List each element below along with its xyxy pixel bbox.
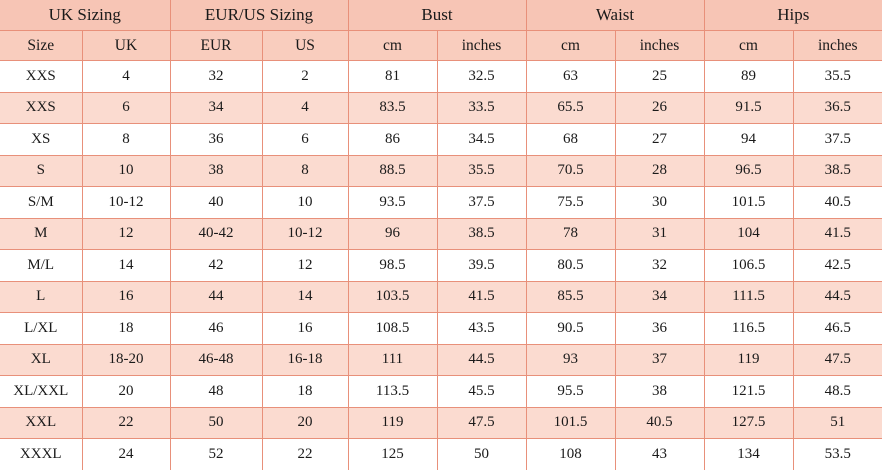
column-header-waist-inches: inches bbox=[615, 31, 704, 61]
table-row bbox=[0, 92, 882, 124]
cell-value: 116.5 bbox=[704, 313, 793, 345]
cell-value: 90.5 bbox=[526, 313, 615, 345]
cell-value: 38 bbox=[615, 376, 704, 408]
cell-size: L bbox=[0, 281, 82, 313]
cell-value: 91.5 bbox=[704, 92, 793, 124]
column-header-bust-cm: cm bbox=[348, 31, 437, 61]
cell-value: 47.5 bbox=[437, 407, 526, 439]
cell-value: 46.5 bbox=[793, 313, 882, 345]
cell-value: 36.5 bbox=[793, 92, 882, 124]
table-row bbox=[0, 439, 882, 470]
cell-size: S/M bbox=[0, 187, 82, 219]
cell-size: XXXL bbox=[0, 439, 82, 470]
cell-value: 119 bbox=[704, 344, 793, 376]
cell-value: 86 bbox=[348, 124, 437, 156]
cell-value: 33.5 bbox=[437, 92, 526, 124]
cell-value: 30 bbox=[615, 187, 704, 219]
cell-value: 65.5 bbox=[526, 92, 615, 124]
cell-value: 48.5 bbox=[793, 376, 882, 408]
cell-value: 8 bbox=[82, 124, 170, 156]
cell-size: XL/XXL bbox=[0, 376, 82, 408]
group-header-row bbox=[0, 0, 882, 31]
cell-value: 22 bbox=[262, 439, 348, 470]
column-header-hips-inches: inches bbox=[793, 31, 882, 61]
cell-value: 28 bbox=[615, 155, 704, 187]
cell-value: 38 bbox=[170, 155, 262, 187]
table-row bbox=[0, 344, 882, 376]
cell-value: 108.5 bbox=[348, 313, 437, 345]
cell-value: 41.5 bbox=[437, 281, 526, 313]
cell-value: 104 bbox=[704, 218, 793, 250]
cell-value: 38.5 bbox=[437, 218, 526, 250]
table-row bbox=[0, 376, 882, 408]
cell-size: M/L bbox=[0, 250, 82, 282]
cell-value: 27 bbox=[615, 124, 704, 156]
cell-value: 10-12 bbox=[82, 187, 170, 219]
cell-size: L/XL bbox=[0, 313, 82, 345]
cell-value: 38.5 bbox=[793, 155, 882, 187]
cell-value: 93.5 bbox=[348, 187, 437, 219]
cell-value: 80.5 bbox=[526, 250, 615, 282]
cell-value: 14 bbox=[262, 281, 348, 313]
cell-value: 43 bbox=[615, 439, 704, 470]
cell-value: 96 bbox=[348, 218, 437, 250]
cell-value: 85.5 bbox=[526, 281, 615, 313]
cell-value: 41.5 bbox=[793, 218, 882, 250]
cell-value: 42 bbox=[170, 250, 262, 282]
cell-value: 43.5 bbox=[437, 313, 526, 345]
cell-value: 63 bbox=[526, 61, 615, 93]
cell-value: 2 bbox=[262, 61, 348, 93]
column-header-uk: UK bbox=[82, 31, 170, 61]
cell-value: 106.5 bbox=[704, 250, 793, 282]
cell-value: 12 bbox=[262, 250, 348, 282]
cell-value: 37 bbox=[615, 344, 704, 376]
cell-value: 48 bbox=[170, 376, 262, 408]
cell-size: XXS bbox=[0, 61, 82, 93]
column-header-hips-cm: cm bbox=[704, 31, 793, 61]
group-header-waist: Waist bbox=[526, 0, 704, 31]
cell-value: 44 bbox=[170, 281, 262, 313]
cell-value: 18 bbox=[262, 376, 348, 408]
cell-value: 20 bbox=[82, 376, 170, 408]
cell-value: 40 bbox=[170, 187, 262, 219]
cell-value: 46 bbox=[170, 313, 262, 345]
cell-value: 37.5 bbox=[793, 124, 882, 156]
cell-value: 46-48 bbox=[170, 344, 262, 376]
cell-value: 18 bbox=[82, 313, 170, 345]
cell-value: 44.5 bbox=[437, 344, 526, 376]
cell-value: 50 bbox=[170, 407, 262, 439]
cell-value: 10 bbox=[262, 187, 348, 219]
cell-value: 16 bbox=[82, 281, 170, 313]
table-row bbox=[0, 313, 882, 345]
column-header-bust-inches: inches bbox=[437, 31, 526, 61]
cell-value: 36 bbox=[615, 313, 704, 345]
cell-value: 45.5 bbox=[437, 376, 526, 408]
table-row bbox=[0, 187, 882, 219]
cell-value: 89 bbox=[704, 61, 793, 93]
cell-value: 16 bbox=[262, 313, 348, 345]
cell-value: 98.5 bbox=[348, 250, 437, 282]
cell-value: 31 bbox=[615, 218, 704, 250]
group-header-hips: Hips bbox=[704, 0, 882, 31]
cell-value: 34.5 bbox=[437, 124, 526, 156]
cell-value: 40.5 bbox=[793, 187, 882, 219]
group-header-bust: Bust bbox=[348, 0, 526, 31]
cell-value: 47.5 bbox=[793, 344, 882, 376]
table-row bbox=[0, 218, 882, 250]
cell-value: 10 bbox=[82, 155, 170, 187]
group-header-eur-us-sizing: EUR/US Sizing bbox=[170, 0, 348, 31]
cell-value: 32 bbox=[615, 250, 704, 282]
cell-value: 52 bbox=[170, 439, 262, 470]
cell-value: 26 bbox=[615, 92, 704, 124]
cell-value: 12 bbox=[82, 218, 170, 250]
cell-value: 10-12 bbox=[262, 218, 348, 250]
cell-value: 36 bbox=[170, 124, 262, 156]
cell-value: 42.5 bbox=[793, 250, 882, 282]
cell-size: M bbox=[0, 218, 82, 250]
cell-value: 40.5 bbox=[615, 407, 704, 439]
column-header-eur: EUR bbox=[170, 31, 262, 61]
cell-value: 35.5 bbox=[793, 61, 882, 93]
cell-value: 20 bbox=[262, 407, 348, 439]
cell-size: XL bbox=[0, 344, 82, 376]
cell-value: 16-18 bbox=[262, 344, 348, 376]
cell-value: 101.5 bbox=[704, 187, 793, 219]
cell-value: 125 bbox=[348, 439, 437, 470]
cell-value: 8 bbox=[262, 155, 348, 187]
table-row bbox=[0, 281, 882, 313]
cell-value: 39.5 bbox=[437, 250, 526, 282]
cell-value: 32.5 bbox=[437, 61, 526, 93]
cell-value: 95.5 bbox=[526, 376, 615, 408]
cell-value: 93 bbox=[526, 344, 615, 376]
cell-value: 50 bbox=[437, 439, 526, 470]
cell-value: 51 bbox=[793, 407, 882, 439]
table-row bbox=[0, 61, 882, 93]
cell-value: 81 bbox=[348, 61, 437, 93]
cell-value: 94 bbox=[704, 124, 793, 156]
cell-value: 32 bbox=[170, 61, 262, 93]
column-header-row bbox=[0, 31, 882, 61]
cell-value: 78 bbox=[526, 218, 615, 250]
cell-value: 37.5 bbox=[437, 187, 526, 219]
cell-size: XXS bbox=[0, 92, 82, 124]
table-row bbox=[0, 407, 882, 439]
column-header-size: Size bbox=[0, 31, 82, 61]
cell-value: 14 bbox=[82, 250, 170, 282]
cell-value: 25 bbox=[615, 61, 704, 93]
cell-value: 35.5 bbox=[437, 155, 526, 187]
cell-value: 4 bbox=[262, 92, 348, 124]
cell-value: 4 bbox=[82, 61, 170, 93]
table-row bbox=[0, 250, 882, 282]
cell-value: 24 bbox=[82, 439, 170, 470]
cell-value: 119 bbox=[348, 407, 437, 439]
cell-value: 53.5 bbox=[793, 439, 882, 470]
cell-value: 68 bbox=[526, 124, 615, 156]
cell-value: 18-20 bbox=[82, 344, 170, 376]
cell-value: 113.5 bbox=[348, 376, 437, 408]
column-header-us: US bbox=[262, 31, 348, 61]
column-header-waist-cm: cm bbox=[526, 31, 615, 61]
cell-value: 111 bbox=[348, 344, 437, 376]
cell-value: 40-42 bbox=[170, 218, 262, 250]
cell-value: 34 bbox=[170, 92, 262, 124]
cell-value: 22 bbox=[82, 407, 170, 439]
cell-value: 111.5 bbox=[704, 281, 793, 313]
cell-value: 108 bbox=[526, 439, 615, 470]
cell-value: 127.5 bbox=[704, 407, 793, 439]
cell-value: 44.5 bbox=[793, 281, 882, 313]
cell-size: XS bbox=[0, 124, 82, 156]
cell-value: 101.5 bbox=[526, 407, 615, 439]
cell-value: 6 bbox=[262, 124, 348, 156]
cell-size: S bbox=[0, 155, 82, 187]
table-row bbox=[0, 155, 882, 187]
cell-value: 103.5 bbox=[348, 281, 437, 313]
cell-value: 96.5 bbox=[704, 155, 793, 187]
table-row bbox=[0, 124, 882, 156]
cell-value: 34 bbox=[615, 281, 704, 313]
cell-value: 75.5 bbox=[526, 187, 615, 219]
cell-value: 88.5 bbox=[348, 155, 437, 187]
cell-value: 83.5 bbox=[348, 92, 437, 124]
group-header-uk-sizing: UK Sizing bbox=[0, 0, 170, 31]
cell-value: 70.5 bbox=[526, 155, 615, 187]
cell-size: XXL bbox=[0, 407, 82, 439]
cell-value: 121.5 bbox=[704, 376, 793, 408]
cell-value: 6 bbox=[82, 92, 170, 124]
cell-value: 134 bbox=[704, 439, 793, 470]
